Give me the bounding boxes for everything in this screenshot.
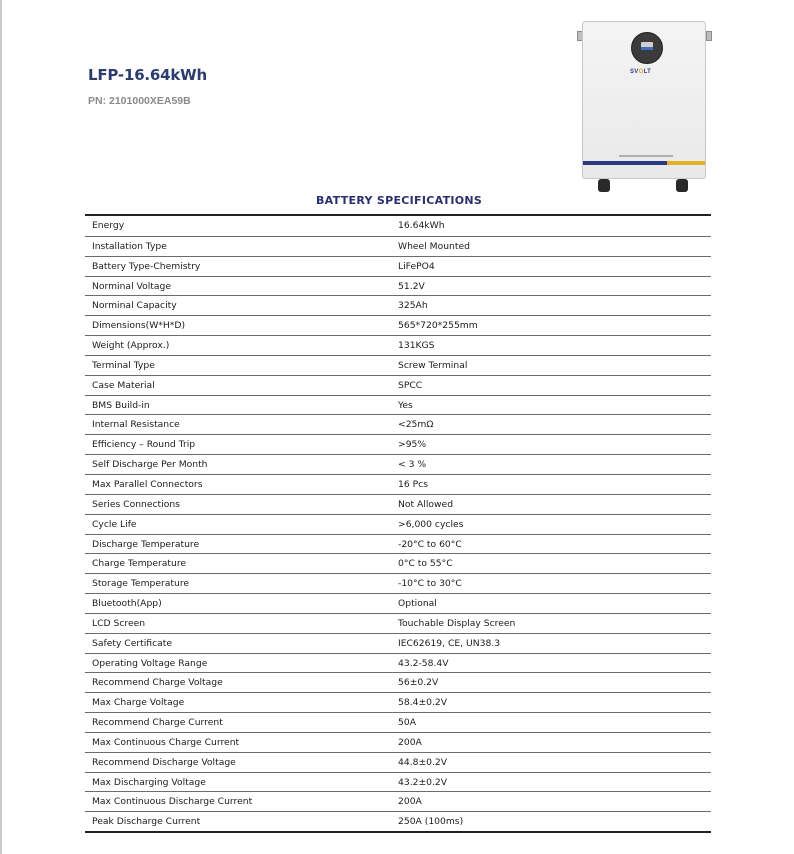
product-title: LFP-16.64kWh: [88, 66, 208, 84]
spec-label: Max Continuous Discharge Current: [92, 796, 253, 808]
spec-value: 58.4±0.2V: [398, 697, 448, 709]
spec-value: -20°C to 60°C: [398, 538, 462, 550]
spec-label: Recommend Charge Current: [92, 717, 223, 729]
table-row: [85, 276, 711, 296]
spec-value: SPCC: [398, 379, 423, 391]
table-row: [85, 712, 711, 732]
table-row: [85, 732, 711, 752]
specifications-table: [85, 214, 711, 833]
spec-label: Max Continuous Charge Current: [92, 736, 240, 748]
specifications-heading: BATTERY SPECIFICATIONS: [316, 194, 483, 207]
spec-label: Max Discharging Voltage: [92, 776, 206, 788]
spec-value: >6,000 cycles: [398, 518, 464, 530]
spec-label: Bluetooth(App): [92, 598, 162, 610]
spec-value: Not Allowed: [398, 498, 454, 510]
spec-label: Case Material: [92, 379, 155, 391]
spec-label: Installation Type: [92, 240, 167, 252]
spec-value: Optional: [398, 598, 437, 610]
product-label-text: [619, 155, 673, 157]
mounting-bracket-right: [706, 31, 712, 41]
spec-label: Series Connections: [92, 498, 180, 510]
table-row: [85, 414, 711, 434]
spec-label: Efficiency – Round Trip: [92, 439, 196, 451]
blue-stripe: [583, 161, 667, 165]
spec-value: 200A: [398, 796, 422, 808]
part-number: PN: 2101000XEA59B: [88, 95, 191, 107]
spec-label: Peak Discharge Current: [92, 816, 201, 828]
spec-value: -10°C to 30°C: [398, 578, 462, 590]
spec-value: >95%: [398, 439, 427, 451]
spec-value: <25mΩ: [398, 419, 434, 431]
table-row: [85, 653, 711, 673]
table-row: [85, 613, 711, 633]
table-row: [85, 375, 711, 395]
spec-value: 325Ah: [398, 300, 428, 312]
spec-value: 131KGS: [398, 340, 435, 352]
spec-value: < 3 %: [398, 459, 427, 471]
spec-label: Weight (Approx.): [92, 340, 170, 352]
product-image: [577, 18, 713, 194]
spec-label: Cycle Life: [92, 518, 137, 530]
table-row: [85, 772, 711, 792]
table-row: [85, 692, 711, 712]
spec-value: 51.2V: [398, 280, 425, 292]
spec-label: Max Parallel Connectors: [92, 478, 203, 490]
table-row: [85, 434, 711, 454]
table-row: [85, 474, 711, 494]
spec-label: LCD Screen: [92, 617, 146, 629]
spec-value: 43.2±0.2V: [398, 776, 448, 788]
spec-label: Storage Temperature: [92, 578, 190, 590]
table-row: [85, 593, 711, 613]
table-row: [85, 573, 711, 593]
spec-value: 565*720*255mm: [398, 320, 478, 332]
spec-label: Battery Type-Chemistry: [92, 260, 201, 272]
table-row: [85, 295, 711, 315]
brand-logo: SVOLT: [630, 69, 652, 75]
spec-label: Discharge Temperature: [92, 538, 200, 550]
page-edge-rule: [0, 0, 2, 854]
spec-value: 56±0.2V: [398, 677, 439, 689]
spec-value: 50A: [398, 717, 416, 729]
spec-value: 43.2-58.4V: [398, 657, 449, 669]
spec-label: Recommend Discharge Voltage: [92, 756, 236, 768]
spec-value: Wheel Mounted: [398, 240, 470, 252]
spec-label: BMS Build-in: [92, 399, 150, 411]
spec-value: LiFePO4: [398, 260, 435, 272]
table-row: [85, 494, 711, 514]
spec-label: Norminal Capacity: [92, 300, 177, 312]
table-row: [85, 395, 711, 415]
spec-label: Energy: [92, 220, 125, 231]
spec-value: 16.64kWh: [398, 220, 445, 231]
table-row: [85, 752, 711, 772]
spec-value: 200A: [398, 736, 422, 748]
spec-value: 250A (100ms): [398, 816, 464, 828]
spec-label: Safety Certificate: [92, 637, 173, 649]
wheel-right: [676, 179, 688, 192]
spec-label: Self Discharge Per Month: [92, 459, 208, 471]
table-row: [85, 355, 711, 375]
spec-label: Terminal Type: [92, 359, 155, 371]
table-row: [85, 811, 711, 831]
table-row: [85, 672, 711, 692]
table-row: [85, 335, 711, 355]
table-row: [85, 514, 711, 534]
spec-value: IEC62619, CE, UN38.3: [398, 637, 501, 649]
table-row: [85, 315, 711, 335]
spec-value: Touchable Display Screen: [398, 617, 516, 629]
table-row: [85, 216, 711, 236]
yellow-stripe: [667, 161, 705, 165]
battery-cabinet: [582, 21, 706, 179]
table-row: [85, 633, 711, 653]
spec-value: 16 Pcs: [398, 478, 428, 490]
table-row: [85, 534, 711, 554]
spec-label: Norminal Voltage: [92, 280, 171, 292]
table-row: [85, 553, 711, 573]
table-row: [85, 454, 711, 474]
spec-value: 0°C to 55°C: [398, 558, 453, 570]
table-row: [85, 236, 711, 256]
spec-value: 44.8±0.2V: [398, 756, 448, 768]
spec-label: Dimensions(W*H*D): [92, 320, 186, 332]
lcd-display-icon: [631, 32, 663, 64]
spec-label: Charge Temperature: [92, 558, 187, 570]
table-row: [85, 256, 711, 276]
spec-label: Max Charge Voltage: [92, 697, 185, 709]
spec-label: Internal Resistance: [92, 419, 180, 431]
spec-value: Yes: [398, 399, 413, 411]
wheel-left: [598, 179, 610, 192]
spec-value: Screw Terminal: [398, 359, 468, 371]
table-row: [85, 791, 711, 811]
spec-label: Operating Voltage Range: [92, 657, 208, 669]
spec-label: Recommend Charge Voltage: [92, 677, 223, 689]
